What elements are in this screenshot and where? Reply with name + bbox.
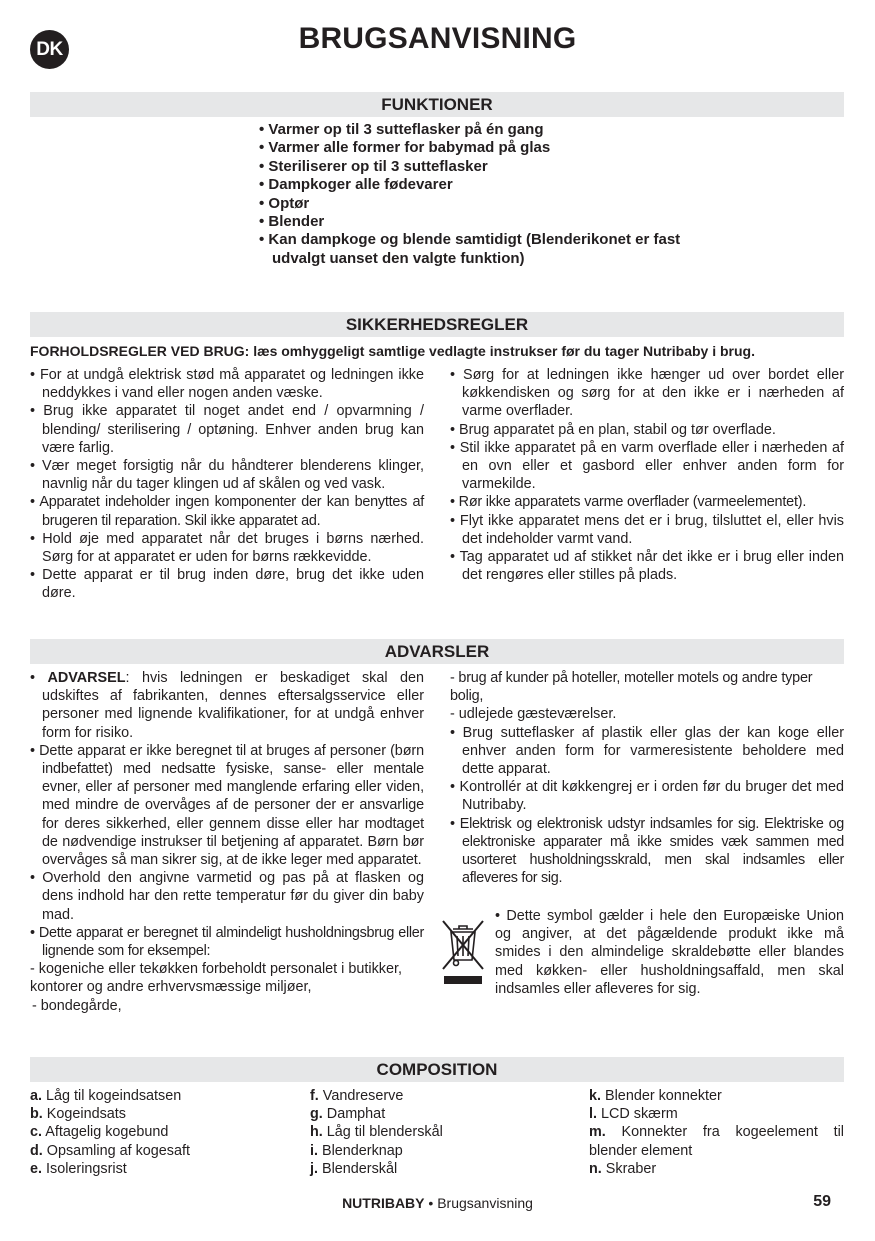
warning-dash-item: - bondegårde, xyxy=(32,997,122,1014)
part-item xyxy=(589,1123,844,1159)
part-item xyxy=(589,1087,844,1105)
part-label: Blender konnekter xyxy=(601,1088,722,1104)
warning-item: • Kontrollér at dit køkkengrej er i orden før du bruger det med Nutribaby. xyxy=(450,779,844,814)
feature-item: • Varmer alle former for babymad på glas xyxy=(259,139,551,157)
part-key: i. xyxy=(310,1142,318,1159)
part-label: Konnekter fra kogeelement til blender element xyxy=(589,1124,844,1159)
safety-right-column xyxy=(450,366,844,584)
part-key: g. xyxy=(310,1106,323,1123)
safety-item: • For at undgå elektrisk stød må apparatet og ledningen ikke neddykkes i vand eller nogen anden væske. xyxy=(30,367,424,402)
part-item xyxy=(589,1160,844,1178)
warning-item: • Dette apparat er ikke beregnet til at bruges af personer (børn indbefattet) med nedsatte fysiske, sanse- eller mentale evner, eller af personer med manglende erfaring eller viden, med mindre de overvåges af de personer der er ansvarlige for deres sikkerhed, eller gennem disse eller har modtaget de nødvendige instrukser til betjening af apparatet. Børn bør overvåges så man sikrer sig, at de ikke leger med apparatet. xyxy=(30,742,424,869)
warning-item: • Elektrisk og elektronisk udstyr indsamles for sig. Elektriske og elektroniske apparater må ikke smides væk sammen med usorteret husholdningsskrald, men skal indsamles eller afleveres for sig. xyxy=(450,815,844,887)
part-item xyxy=(30,1142,280,1160)
part-item xyxy=(30,1123,280,1141)
footer-separator: • xyxy=(424,1195,438,1211)
feature-item: • Steriliserer op til 3 sutteflasker xyxy=(259,157,488,175)
part-label: Blenderknap xyxy=(318,1142,403,1159)
warning-dash-item: - udlejede gæsteværelser. xyxy=(450,706,617,723)
page-title: BRUGSANVISNING xyxy=(298,22,577,55)
warning-item: • ADVARSEL: hvis ledningen er beskadiget skal den udskiftes af fabrikanten, dennes eftersalgsservice eller personer med lignende kvalifikationer, for at undgå enhver form for risiko. xyxy=(30,670,424,741)
warning-item: • Brug sutteflasker af plastik eller glas der kan koge eller enhver anden form for varmeresistente beholdere med dette apparat. xyxy=(450,724,844,778)
part-item xyxy=(310,1105,560,1123)
composition-column-3 xyxy=(589,1087,844,1178)
part-key: c. xyxy=(30,1124,43,1141)
page-number: 59 xyxy=(813,1193,831,1210)
precaution-notice: FORHOLDSREGLER VED BRUG: læs omhyggeligt samtlige vedlagte instrukser før du tager Nutribaby i brug. xyxy=(30,343,755,359)
part-key: k. xyxy=(589,1088,602,1104)
page-footer xyxy=(0,1195,875,1211)
safety-item: • Vær meget forsigtig når du håndterer blenderens klinger, navnlig når du tager klingen ud af skålen og ved vask. xyxy=(30,458,424,493)
part-item xyxy=(30,1160,280,1178)
part-label: Kogeindsats xyxy=(42,1106,126,1123)
part-key: j. xyxy=(310,1160,318,1177)
warning-dash-item: - kogeniche eller tekøkken forbeholdt personalet i butikker, kontorer og andre erhvervsmæssige miljøer, xyxy=(30,961,402,996)
part-key: d. xyxy=(30,1142,43,1159)
part-label: Låg til blenderskål xyxy=(322,1124,443,1141)
safety-item: • Apparatet indeholder ingen komponenter der kan benyttes af brugeren til reparation. Skil ikke apparatet ad. xyxy=(30,494,424,529)
part-label: Isoleringsrist xyxy=(42,1160,127,1177)
part-key: l. xyxy=(589,1106,597,1123)
footer-brand: NUTRIBABY xyxy=(342,1195,425,1211)
part-label: Opsamling af kogesaft xyxy=(42,1142,190,1159)
part-item xyxy=(30,1087,280,1105)
part-key: a. xyxy=(30,1088,43,1104)
safety-item: • Tag apparatet ud af stikket når det ikke er i brug eller inden det rengøres eller stilles på plads. xyxy=(450,549,844,584)
safety-item: • Brug ikke apparatet til noget andet end / opvarmning / blending/ sterilisering / optøning. Enhver anden brug kan være farlig. xyxy=(30,403,424,456)
warnings-left-column xyxy=(30,669,424,1015)
safety-item: • Dette apparat er til brug inden døre, brug det ikke uden døre. xyxy=(30,567,424,602)
warning-label: ADVARSEL xyxy=(47,670,126,686)
composition-column-2 xyxy=(310,1087,560,1178)
part-item xyxy=(310,1087,560,1105)
feature-item: • Optør xyxy=(259,194,310,212)
feature-item: • Dampkoger alle fødevarer xyxy=(259,176,453,194)
warnings-right-column xyxy=(450,669,844,887)
safety-left-column xyxy=(30,366,424,603)
part-label: Damphat xyxy=(322,1106,386,1123)
part-item xyxy=(310,1123,560,1141)
feature-item: • Kan dampkoge og blende samtidigt (Blenderikonet er fast udvalgt uanset den valgte funktion) xyxy=(259,231,681,267)
weee-crossed-bin-icon xyxy=(441,917,485,985)
section-heading-composition: COMPOSITION xyxy=(30,1057,844,1082)
warning-item: • Overhold den angivne varmetid og pas på at flasken og dens indhold har den rette temperatur før du giver din baby mad. xyxy=(30,870,424,923)
part-label: LCD skærm xyxy=(597,1106,678,1123)
section-heading-advarsler: ADVARSLER xyxy=(30,639,844,664)
part-key: m. xyxy=(589,1124,606,1141)
section-heading-sikkerhedsregler: SIKKERHEDSREGLER xyxy=(30,312,844,337)
part-item xyxy=(310,1160,560,1178)
part-label: Aftagelig kogebund xyxy=(42,1124,169,1141)
weee-notice: • Dette symbol gælder i hele den Europæiske Union og angiver, at det pågældende produkt ikke må smides i den almindelige skraldebøtte eller blandes med køkken- eller husholdningsaffald, men skal indsamles eller afleveres for sig. xyxy=(495,908,844,997)
feature-item: • Varmer op til 3 sutteflasker på én gang xyxy=(259,121,544,138)
language-badge: DK xyxy=(30,30,69,69)
part-label: Blenderskål xyxy=(318,1160,398,1177)
part-key: b. xyxy=(30,1106,43,1123)
part-item xyxy=(589,1105,844,1123)
part-label: Vandreserve xyxy=(318,1088,404,1104)
features-list xyxy=(259,121,719,268)
part-item xyxy=(30,1105,280,1123)
section-heading-funktioner: FUNKTIONER xyxy=(30,92,844,117)
warning-text: : hvis ledningen er beskadiget skal den udskiftes af fabrikanten, dennes eftersalgsservice eller personer med lignende kvalifikationer, for at undgå enhver form for risiko. xyxy=(42,670,424,741)
part-key: e. xyxy=(30,1160,43,1177)
part-item xyxy=(310,1142,560,1160)
part-key: n. xyxy=(589,1160,602,1177)
part-label: Skraber xyxy=(601,1160,657,1177)
safety-item: • Sørg for at ledningen ikke hænger ud over bordet eller køkkendisken og sørg for at den ikke er i nærheden af varme overflader. xyxy=(450,367,844,420)
footer-doc-title: Brugsanvisning xyxy=(437,1195,533,1211)
part-key: f. xyxy=(310,1088,319,1104)
safety-item: • Hold øje med apparatet når det bruges i børns nærhed. Sørg for at apparatet er uden for børns rækkevidde. xyxy=(30,530,424,566)
safety-item: • Rør ikke apparatets varme overflader (varmeelementet). xyxy=(450,494,807,511)
part-key: h. xyxy=(310,1124,323,1141)
composition-column-1 xyxy=(30,1087,280,1178)
part-label: Låg til kogeindsatsen xyxy=(42,1088,182,1104)
safety-item: • Brug apparatet på en plan, stabil og tør overflade. xyxy=(450,421,776,438)
warning-item: • Dette apparat er beregnet til almindeligt husholdningsbrug eller lignende som for eksempel: xyxy=(30,924,424,960)
safety-item: • Flyt ikke apparatet mens det er i brug, tilsluttet el, eller hvis det indeholder varmt vand. xyxy=(450,512,844,547)
safety-item: • Stil ikke apparatet på en varm overflade eller i nærheden af en ovn eller et gasbord eller enhver anden form for varmekilde. xyxy=(450,439,844,493)
warning-dash-item: - brug af kunder på hoteller, moteller motels og andre typer bolig, xyxy=(450,670,813,705)
feature-item: • Blender xyxy=(259,213,325,231)
